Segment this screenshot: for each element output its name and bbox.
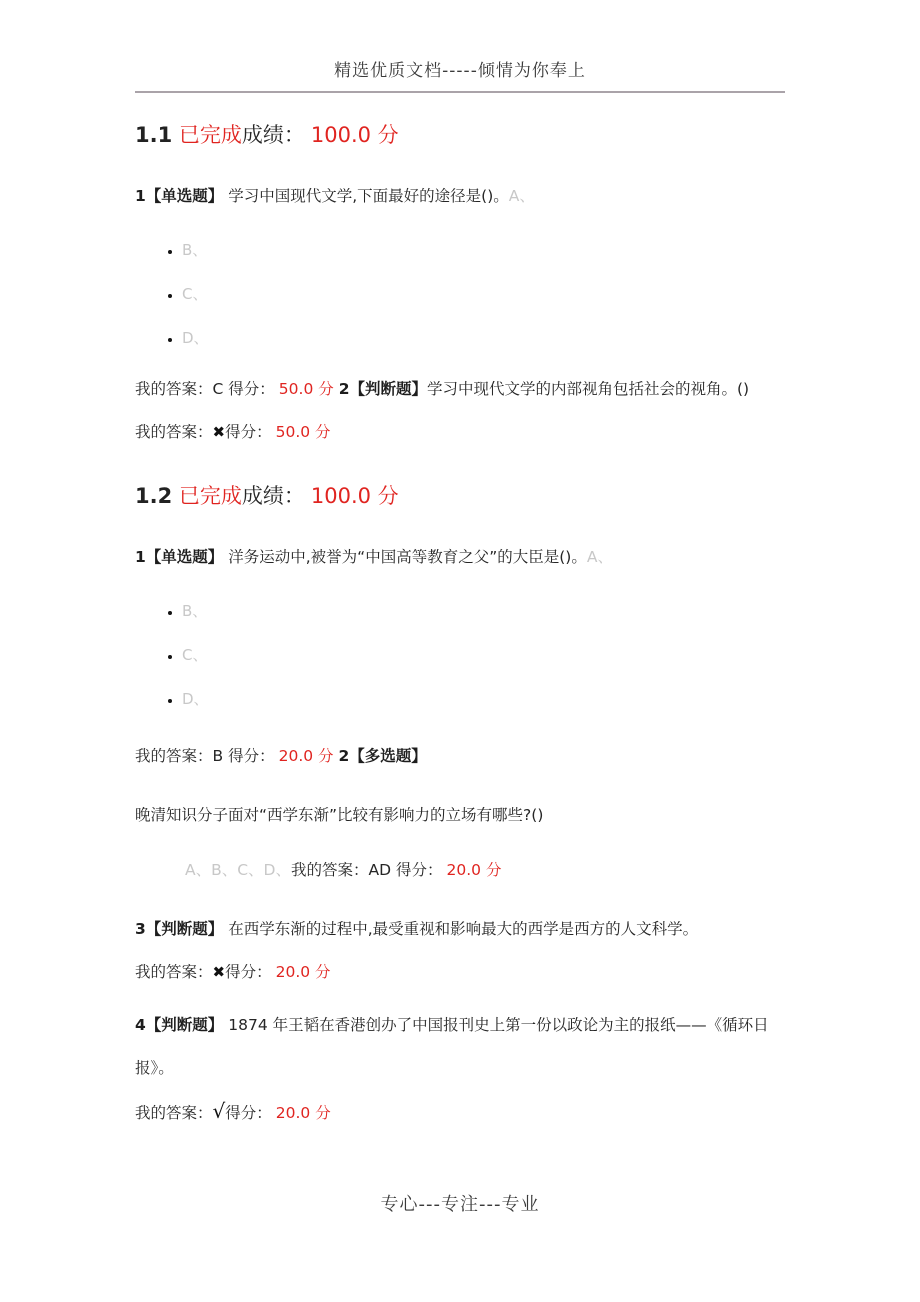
answer-value: B <box>212 747 224 765</box>
question-number: 1 <box>135 187 146 205</box>
s2-answer-line-1 <box>135 735 785 778</box>
option-item-d: • D、 <box>182 677 785 721</box>
score-label: 得分： <box>228 380 275 398</box>
question-number: 4 <box>135 1016 146 1034</box>
s1-answer-line-2 <box>135 411 785 454</box>
options-inline-labels: A、B、C、D、 <box>185 861 291 879</box>
answer-value: C <box>212 380 224 398</box>
question-number: 3 <box>135 920 146 938</box>
option-item-c: • C、 <box>182 633 785 677</box>
s1-q1-options <box>135 228 785 360</box>
question-type-label: 【判断题】 <box>145 920 224 938</box>
question-number: 2 <box>338 747 350 765</box>
answer-label: 我的答案： <box>135 1104 213 1122</box>
page-footer <box>0 1190 920 1216</box>
s2-question-3-answer <box>135 951 785 994</box>
option-item-d: • D、 <box>182 316 785 360</box>
cross-mark-icon: ✖ <box>212 423 226 441</box>
option-item-b: • B、 <box>182 228 785 272</box>
answer-label: 我的答案： <box>135 380 213 398</box>
score-value: 50.0 分 <box>275 423 331 441</box>
question-text: 晚清知识分子面对“西学东渐”比较有影响力的立场有哪些?() <box>135 806 544 824</box>
section-status: 已完成 <box>178 484 242 508</box>
cross-mark-icon: ✖ <box>212 963 226 981</box>
section-number: 1.2 <box>135 484 173 508</box>
s2-question-2-text <box>135 794 785 837</box>
s2-question-3 <box>135 908 785 951</box>
option-item-b: • B、 <box>182 589 785 633</box>
answer-label: 我的答案： <box>135 747 213 765</box>
question-text: 1874 年王韬在香港创办了中国报刊史上第一份以政论为主的报纸——《循环日报》。 <box>135 1016 769 1077</box>
answer-label: 我的答案： <box>135 423 213 441</box>
section-1-2-heading <box>135 482 785 510</box>
question-type-label: 【判断题】 <box>349 380 427 398</box>
score-value: 50.0 分 <box>278 380 334 398</box>
s2-question-1 <box>135 536 785 579</box>
s2-question-4-answer <box>135 1090 785 1135</box>
question-type-label: 【判断题】 <box>145 1016 224 1034</box>
score-label: 得分： <box>225 1104 272 1122</box>
answer-label: 我的答案： <box>291 861 369 879</box>
option-a-label: A、 <box>586 548 613 566</box>
s1-question-1 <box>135 175 785 218</box>
question-text: 学习中现代文学的内部视角包括社会的视角。() <box>427 380 750 398</box>
grade-label: 成绩： <box>241 123 305 147</box>
option-item-c: • C、 <box>182 272 785 316</box>
question-number: 2 <box>338 380 350 398</box>
score-label: 得分： <box>228 747 275 765</box>
score-label: 得分： <box>225 963 272 981</box>
answer-label: 我的答案： <box>135 963 213 981</box>
section-1-1-heading <box>135 121 785 149</box>
score-value: 20.0 分 <box>275 1104 331 1122</box>
score-label: 得分： <box>225 423 272 441</box>
page-header <box>0 0 920 81</box>
question-text: 在西学东渐的过程中,最受重视和影响最大的西学是西方的人文科学。 <box>228 920 699 938</box>
score-value: 20.0 分 <box>275 963 331 981</box>
section-number: 1.1 <box>135 123 173 147</box>
score-value: 20.0 分 <box>278 747 334 765</box>
score-value: 20.0 分 <box>446 861 502 879</box>
header-divider <box>135 91 785 93</box>
answer-value: AD <box>368 861 392 879</box>
grade-label: 成绩： <box>241 484 305 508</box>
question-text: 学习中国现代文学,下面最好的途径是()。 <box>228 187 509 205</box>
header-title: 精选优质文档-----倾情为你奉上 <box>334 61 586 81</box>
check-mark-icon: √ <box>212 1099 226 1123</box>
footer-text: 专心---专注---专业 <box>380 1194 540 1215</box>
score-label: 得分： <box>396 861 443 879</box>
grade-value: 100.0 分 <box>310 484 399 508</box>
s2-question-2-answer <box>135 849 785 892</box>
question-type-label: 【单选题】 <box>145 187 224 205</box>
grade-value: 100.0 分 <box>310 123 399 147</box>
header-rule-wrap <box>0 91 920 93</box>
document-content <box>0 121 920 1135</box>
question-number: 1 <box>135 548 146 566</box>
question-text: 洋务运动中,被誉为“中国高等教育之父”的大臣是()。 <box>228 548 587 566</box>
option-a-label: A、 <box>508 187 535 205</box>
s2-question-4 <box>135 1004 785 1090</box>
s1-answer-line-1 <box>135 368 785 411</box>
question-type-label: 【多选题】 <box>349 747 427 765</box>
s2-q1-options <box>135 589 785 721</box>
question-type-label: 【单选题】 <box>145 548 224 566</box>
section-status: 已完成 <box>178 123 242 147</box>
